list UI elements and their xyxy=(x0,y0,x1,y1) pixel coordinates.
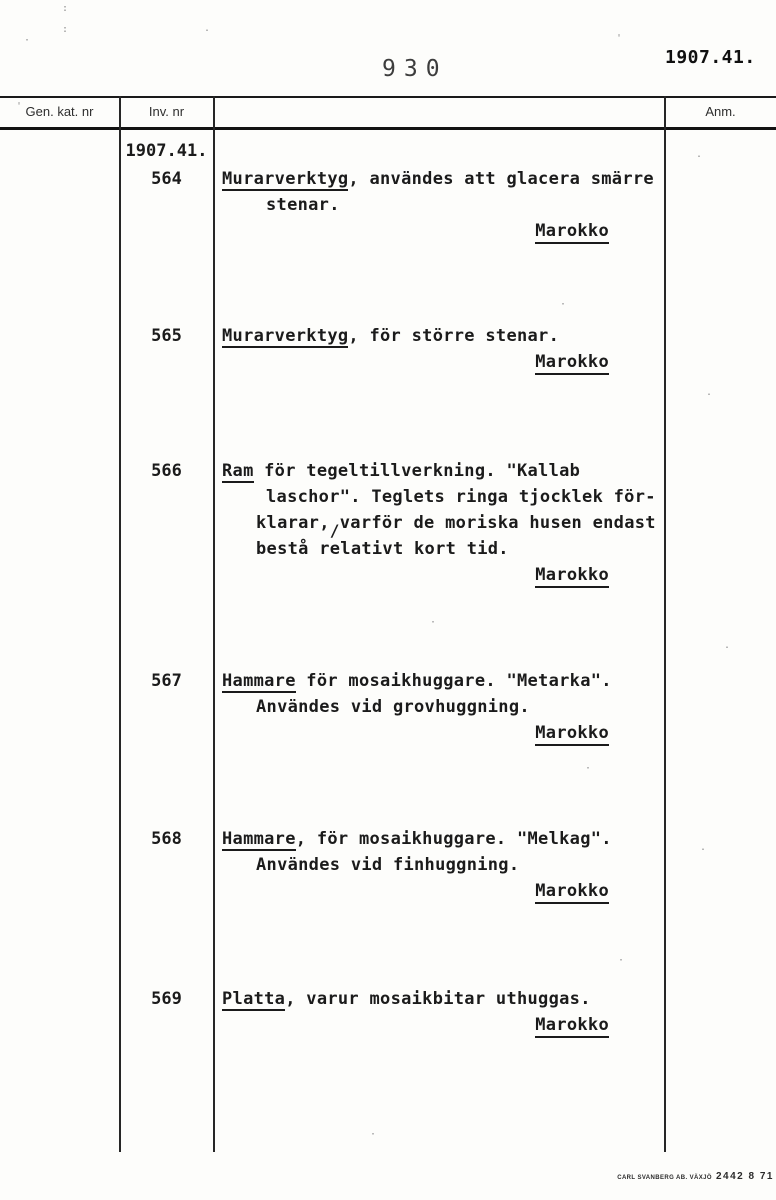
column-header-description xyxy=(214,99,664,125)
entry-term: Murarverktyg xyxy=(222,326,349,346)
entry-description-line: bestå relativt kort tid. xyxy=(256,539,509,559)
printer-imprint xyxy=(617,1166,774,1184)
entry-description xyxy=(222,458,665,588)
printer-name: CARL SVANBERG AB. VÄXJÖ xyxy=(617,1175,712,1181)
entry-origin-line xyxy=(222,878,665,904)
entry-text: , för mosaikhuggare. "Melkag". xyxy=(295,829,612,849)
scan-speck: · xyxy=(618,955,625,966)
entry-description-line xyxy=(222,510,665,540)
scan-speck: · xyxy=(24,35,31,46)
entry-description-line: stenar. xyxy=(266,195,340,215)
scan-speck: · xyxy=(370,1129,377,1140)
inventory-number: 564 xyxy=(151,169,182,189)
entry-description-line xyxy=(222,826,665,852)
entry-term: Hammare xyxy=(222,829,296,849)
scan-speck: . xyxy=(204,23,211,34)
entry-description-line xyxy=(222,458,665,484)
column-header-inv-nr: Inv. nr xyxy=(148,104,185,119)
table-header-rule xyxy=(0,127,776,130)
inventory-number: 565 xyxy=(151,326,182,346)
scan-speck: . xyxy=(724,640,731,651)
entry-text: klarar, xyxy=(256,513,330,533)
entry-text: för tegeltillverkning. "Kallab xyxy=(253,461,581,481)
entry-description-line xyxy=(222,323,665,349)
entry-text: , varur mosaikbitar uthuggas. xyxy=(285,989,591,1009)
entry-term: Platta xyxy=(222,989,286,1009)
entry-text: för mosaikhuggare. "Metarka". xyxy=(295,671,612,691)
entry-term: Ram xyxy=(222,461,254,481)
inserted-comma-mark: / xyxy=(329,521,340,540)
entry-origin: Marokko xyxy=(535,1015,609,1038)
inventory-number: 566 xyxy=(151,461,182,481)
entry-description-line xyxy=(222,166,665,192)
scan-speck: . xyxy=(706,387,713,398)
inventory-number: 569 xyxy=(151,989,182,1009)
column-header-gen-kat-nr: Gen. kat. nr xyxy=(25,104,94,119)
scan-speck: . xyxy=(700,842,707,853)
entry-origin-line xyxy=(222,720,665,746)
entry-origin: Marokko xyxy=(535,881,609,904)
entry-description xyxy=(222,166,665,244)
entry-description xyxy=(222,826,665,904)
entry-text: varför de moriska husen endast xyxy=(339,513,656,533)
entry-text: , för större stenar. xyxy=(348,326,560,346)
entry-description-line xyxy=(222,986,665,1012)
scan-speck: ' xyxy=(16,101,23,112)
scan-speck: · xyxy=(430,617,437,628)
entry-description xyxy=(222,986,665,1038)
entry-origin-line xyxy=(222,349,665,375)
column-divider-inv xyxy=(213,96,215,1152)
table-top-rule xyxy=(0,96,776,98)
scan-speck: · xyxy=(560,299,567,310)
entry-description-line: Användes vid finhuggning. xyxy=(256,855,520,875)
inventory-number: 567 xyxy=(151,671,182,691)
inventory-number: 568 xyxy=(151,829,182,849)
scan-speck: : xyxy=(62,24,69,35)
scan-speck: . xyxy=(696,149,703,160)
year-reference: 1907.41. xyxy=(665,47,756,68)
entry-origin: Marokko xyxy=(535,221,609,244)
scan-speck: ' xyxy=(616,33,623,44)
page-number: 930 xyxy=(382,56,448,82)
entry-description xyxy=(222,668,665,746)
column-header-anm: Anm. xyxy=(705,104,736,119)
entry-origin-line xyxy=(222,218,665,244)
entry-description-line: laschor". Teglets ringa tjocklek för- xyxy=(266,487,656,507)
scan-speck: · xyxy=(585,763,592,774)
entry-description-line: Användes vid grovhuggning. xyxy=(256,697,530,717)
inventory-year-label: 1907.41. xyxy=(125,141,208,161)
entry-term: Hammare xyxy=(222,671,296,691)
entry-description-line xyxy=(222,668,665,694)
entry-origin-line xyxy=(222,562,665,588)
printer-code: 2442 8 71 xyxy=(716,1171,774,1182)
entry-origin: Marokko xyxy=(535,723,609,746)
entry-origin-line xyxy=(222,1012,665,1038)
scan-speck: : xyxy=(62,3,69,14)
entry-description xyxy=(222,323,665,375)
entry-origin: Marokko xyxy=(535,565,609,588)
entry-origin: Marokko xyxy=(535,352,609,375)
entry-text: , användes att glacera smärre xyxy=(348,169,654,189)
entry-term: Murarverktyg xyxy=(222,169,349,189)
